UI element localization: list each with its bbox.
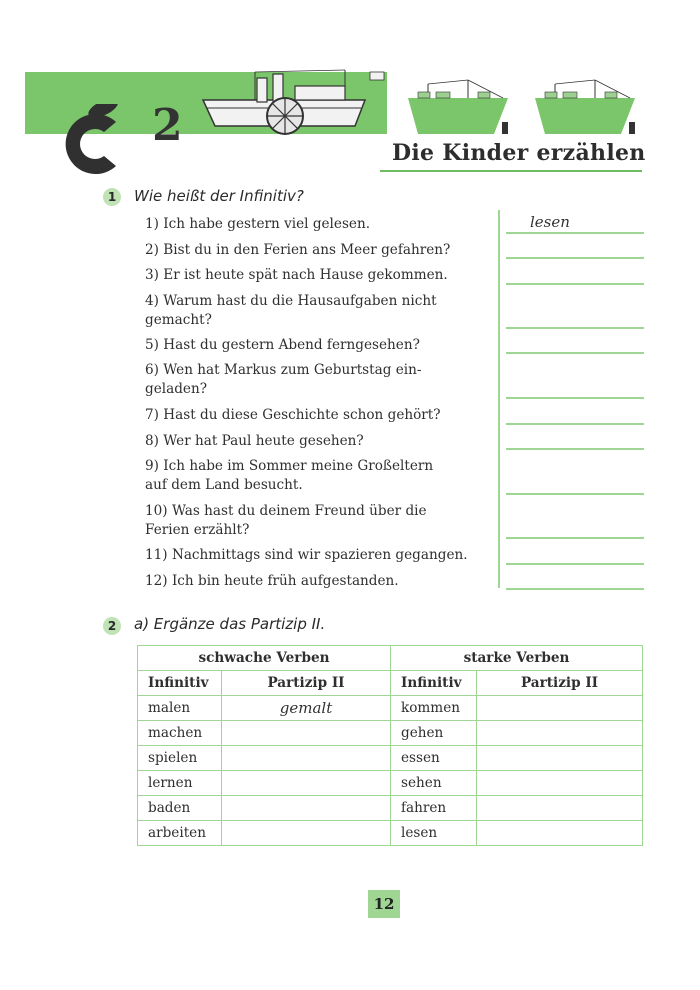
table-cell: baden: [138, 796, 222, 821]
sentence-11: [145, 546, 485, 565]
chapter-number: 2: [152, 100, 183, 151]
table-cell: fahren: [391, 796, 477, 821]
exercise-2-badge: 2: [103, 617, 121, 635]
sentence-text: Hast du diese Geschichte schon gehört?: [163, 407, 441, 423]
column-header: Infinitiv: [391, 671, 477, 696]
table-row: [138, 721, 643, 746]
sentence-12: [145, 572, 485, 591]
sentence-text: Ich bin heute früh aufgestanden.: [171, 573, 399, 589]
answer-cell[interactable]: [222, 746, 391, 771]
sentence-number: 3): [145, 267, 159, 283]
answer-cell[interactable]: [477, 746, 643, 771]
sentence-9: [145, 457, 485, 495]
sentence-number: 1): [145, 216, 159, 232]
table-cell: gehen: [391, 721, 477, 746]
answer-line[interactable]: [506, 537, 644, 539]
answer-cell[interactable]: [477, 696, 643, 721]
table-cell: lesen: [391, 821, 477, 846]
answer-line[interactable]: [506, 352, 644, 354]
sentence-number: 10): [145, 503, 168, 519]
group-header: starke Verben: [391, 646, 643, 671]
answer-cell[interactable]: gemalt: [222, 696, 391, 721]
answer-cell[interactable]: [477, 796, 643, 821]
answer-cell[interactable]: [477, 721, 643, 746]
table-cell: sehen: [391, 771, 477, 796]
table-cell: malen: [138, 696, 222, 721]
answer-line[interactable]: [506, 588, 644, 590]
table-row: [138, 771, 643, 796]
answer-line[interactable]: [506, 257, 644, 259]
answer-1[interactable]: lesen: [530, 213, 570, 231]
ship-icon: [535, 78, 645, 138]
answer-line[interactable]: [506, 327, 644, 329]
answer-cell[interactable]: [222, 721, 391, 746]
verb-table: [137, 645, 643, 846]
sentence-7: [145, 406, 485, 425]
sentence-number: 7): [145, 407, 159, 423]
answer-line[interactable]: [506, 397, 644, 399]
answer-line[interactable]: [506, 563, 644, 565]
table-row: [138, 696, 643, 721]
page-number: 12: [368, 890, 400, 918]
sentence-number: 9): [145, 458, 159, 474]
answer-line[interactable]: [506, 493, 644, 495]
group-header: schwache Verben: [138, 646, 391, 671]
sentence-text: Ich habe gestern viel gelesen.: [163, 216, 371, 232]
sentence-text: Wen hat Markus zum Geburtstag ein- geladen?: [145, 362, 422, 397]
answer-line[interactable]: [506, 283, 644, 285]
title-rule: [380, 170, 642, 172]
table-cell: spielen: [138, 746, 222, 771]
column-header: Partizip II: [222, 671, 391, 696]
sentence-number: 5): [145, 337, 159, 353]
table-cell: machen: [138, 721, 222, 746]
sentence-number: 4): [145, 293, 159, 309]
answer-line[interactable]: [506, 232, 644, 234]
sentence-6: [145, 361, 485, 399]
answer-cell[interactable]: [222, 796, 391, 821]
column-header: Partizip II: [477, 671, 643, 696]
sentence-2: [145, 241, 485, 260]
sentence-number: 6): [145, 362, 159, 378]
column-header: Infinitiv: [138, 671, 222, 696]
table-cell: kommen: [391, 696, 477, 721]
sentence-text: Er ist heute spät nach Hause gekommen.: [163, 267, 448, 283]
sentence-text: Warum hast du die Hausaufgaben nicht gemacht?: [145, 293, 437, 328]
sentence-text: Ich habe im Sommer meine Großeltern auf dem Land besucht.: [145, 458, 434, 493]
answer-line[interactable]: [506, 448, 644, 450]
sentence-text: Nachmittags sind wir spazieren gegangen.: [171, 547, 468, 563]
answer-column-divider: [498, 210, 500, 588]
sentence-4: [145, 292, 485, 330]
answer-cell[interactable]: [222, 771, 391, 796]
sentence-10: [145, 502, 485, 540]
chapter-c-icon: [58, 104, 138, 182]
answer-line[interactable]: [506, 423, 644, 425]
table-row: [138, 796, 643, 821]
answer-cell[interactable]: [222, 821, 391, 846]
answer-cell[interactable]: [477, 821, 643, 846]
exercise-1-badge: 1: [103, 188, 121, 206]
exercise-2-title: a) Ergänze das Partizip II.: [134, 615, 326, 633]
table-row: [138, 746, 643, 771]
sentence-number: 12): [145, 573, 168, 589]
sentence-number: 2): [145, 242, 159, 258]
chapter-title: Die Kinder erzählen: [392, 140, 646, 166]
sentence-3: [145, 266, 485, 285]
exercise-1-title: Wie heißt der Infinitiv?: [134, 187, 304, 205]
sentence-1: [145, 215, 485, 234]
table-cell: essen: [391, 746, 477, 771]
table-row: [138, 821, 643, 846]
table-cell: arbeiten: [138, 821, 222, 846]
table-cell: lernen: [138, 771, 222, 796]
ship-icon: [408, 78, 518, 138]
sentence-5: [145, 336, 485, 355]
sentence-number: 11): [145, 547, 168, 563]
paddle-steamer-icon: [195, 68, 390, 138]
sentence-text: Hast du gestern Abend ferngesehen?: [163, 337, 420, 353]
sentence-number: 8): [145, 433, 159, 449]
sentence-8: [145, 432, 485, 451]
sentence-text: Wer hat Paul heute gesehen?: [163, 433, 364, 449]
sentence-text: Was hast du deinem Freund über die Ferien erzählt?: [145, 503, 427, 538]
answer-cell[interactable]: [477, 771, 643, 796]
sentence-text: Bist du in den Ferien ans Meer gefahren?: [163, 242, 451, 258]
